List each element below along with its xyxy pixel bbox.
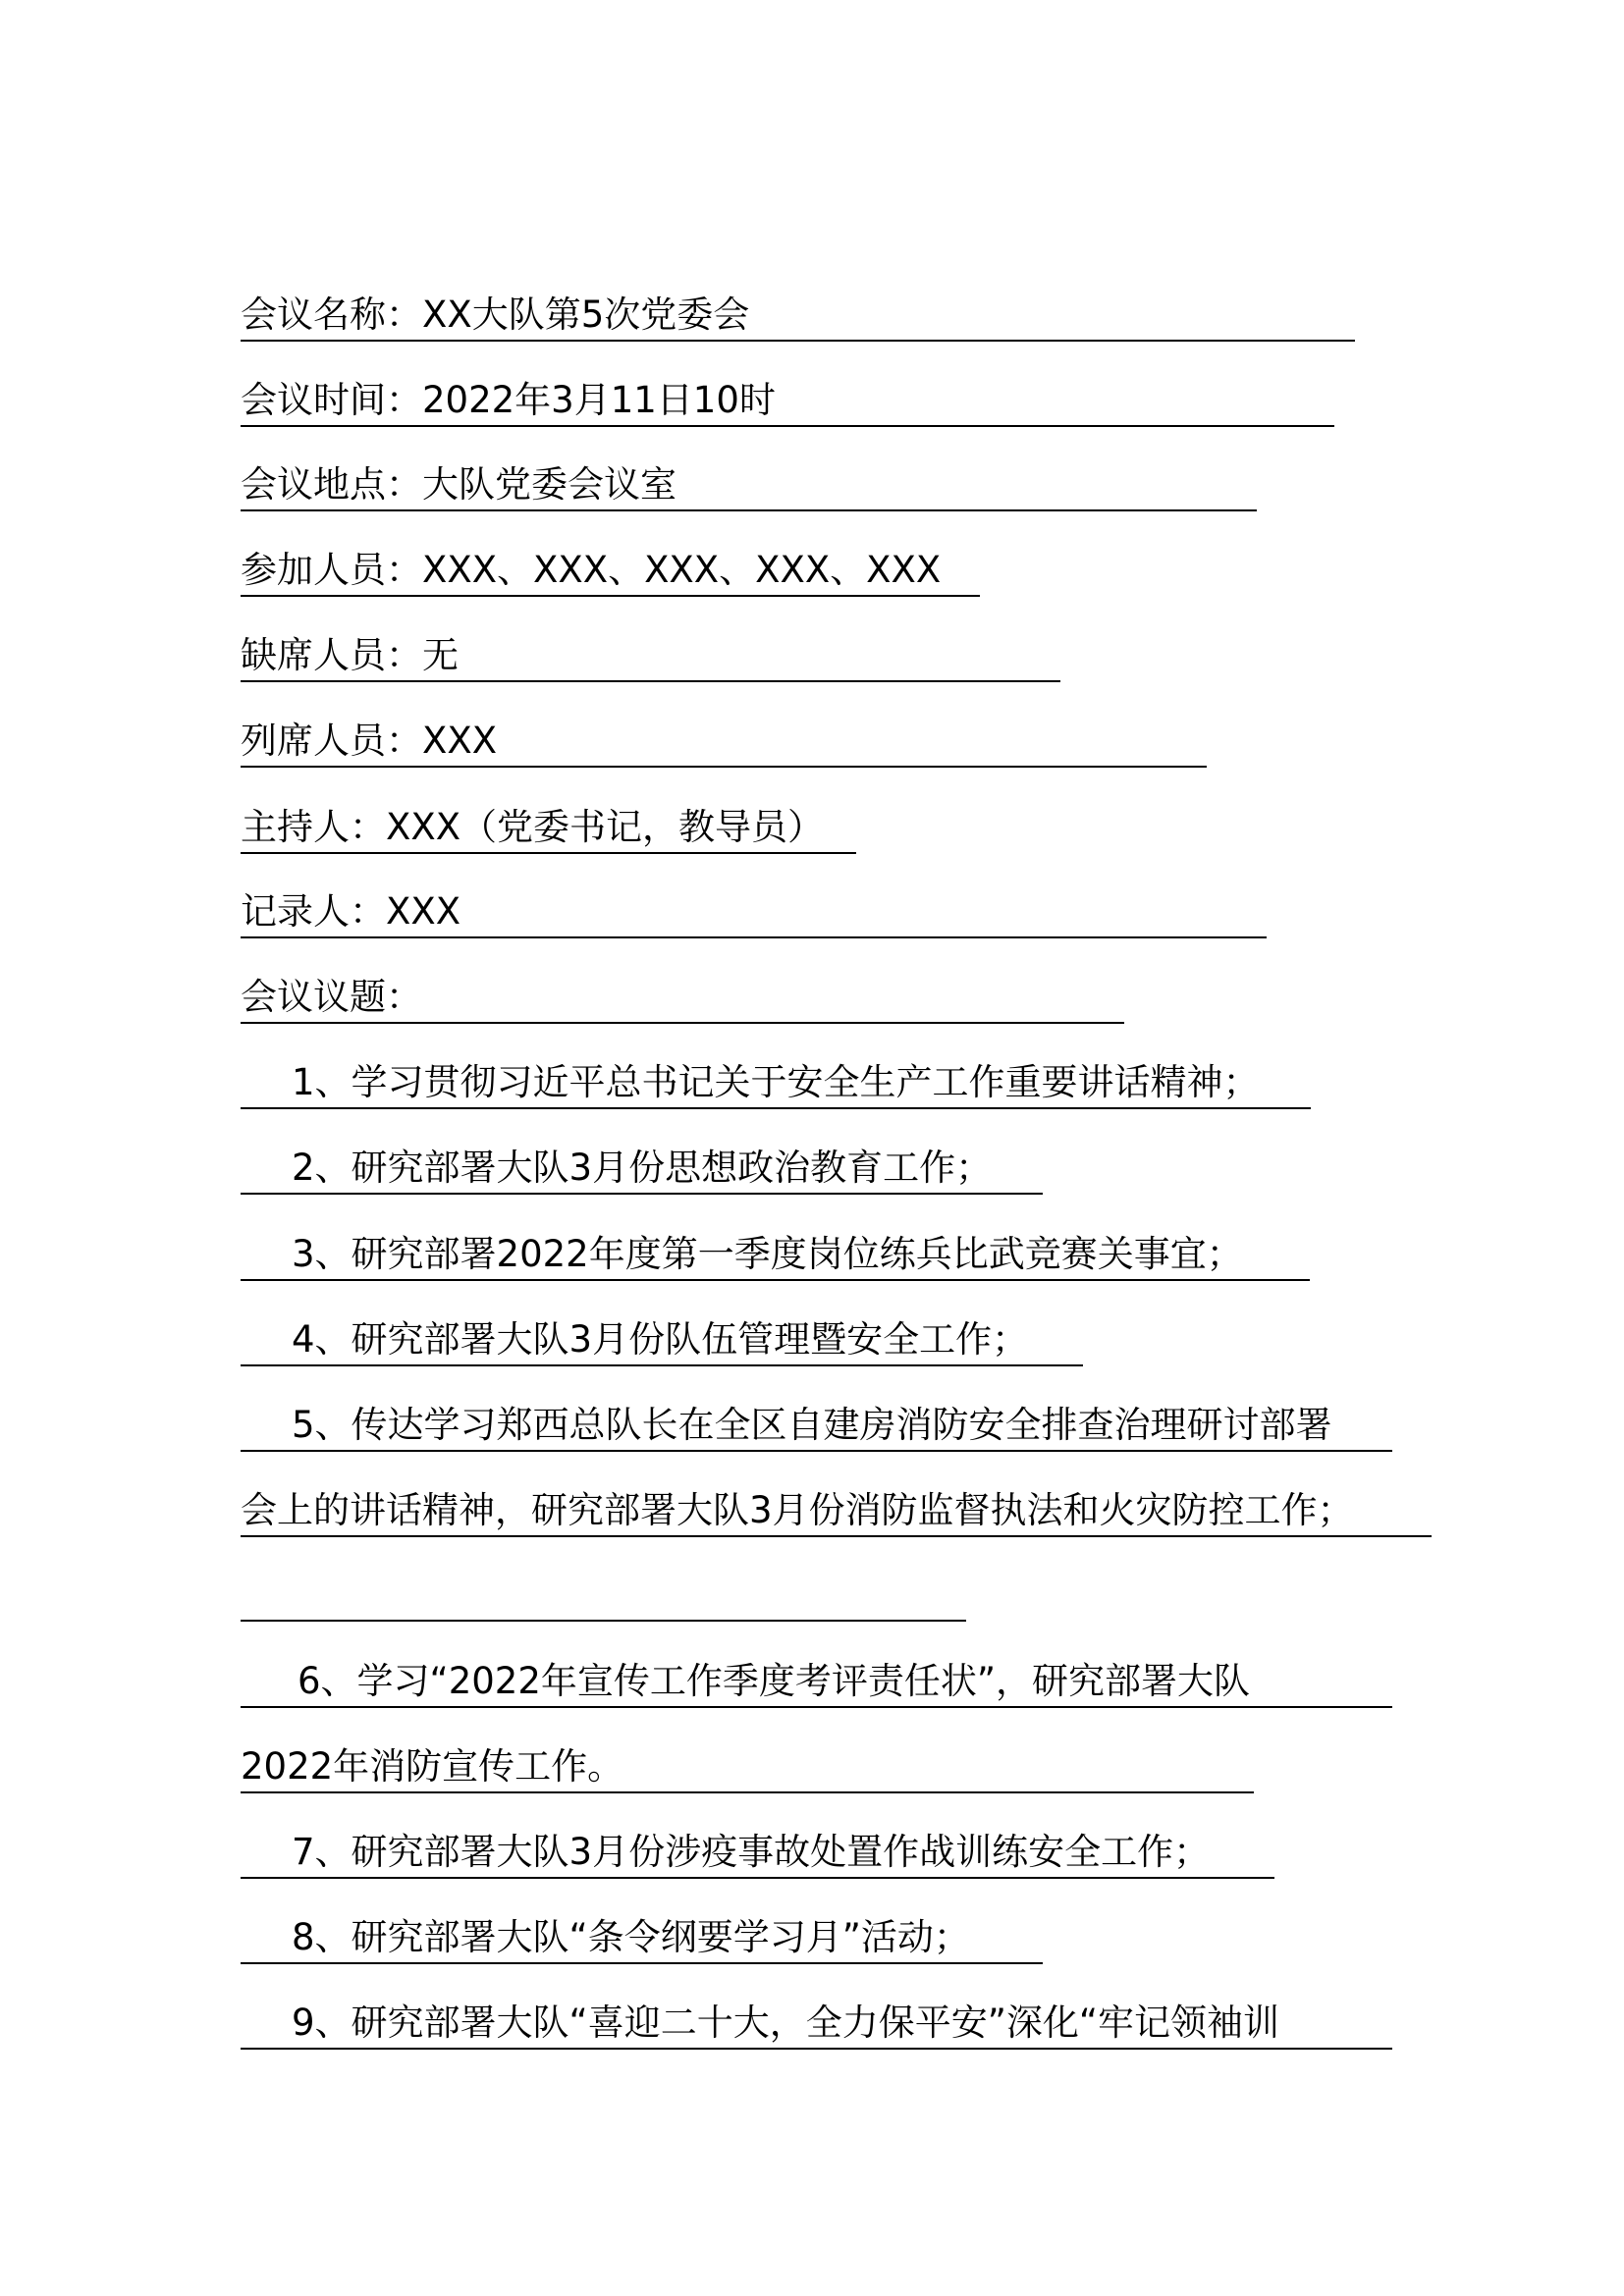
topic-6-line-2: 2022年消防宣传工作。 xyxy=(241,1742,1254,1793)
topic-6-line-1: 6、学习“2022年宣传工作季度考评责任状”，研究部署大队 xyxy=(241,1657,1392,1708)
topics-label: 会议议题： xyxy=(241,973,1124,1024)
topic-2: 2、研究部署大队3月份思想政治教育工作； xyxy=(241,1144,1043,1195)
topic-3: 3、研究部署2022年度第一季度岗位练兵比武竞赛关事宜； xyxy=(241,1230,1310,1281)
topic-5-line-2: 会上的讲话精神，研究部署大队3月份消防监督执法和火灾防控工作； xyxy=(241,1486,1432,1537)
meeting-absent: 缺席人员：无 xyxy=(241,631,1060,682)
topic-5-line-1: 5、传达学习郑西总队长在全区自建房消防安全排查治理研讨部署 xyxy=(241,1401,1392,1452)
topic-1: 1、学习贯彻习近平总书记关于安全生产工作重要讲话精神； xyxy=(241,1058,1311,1109)
meeting-observers: 列席人员：XXX xyxy=(241,717,1207,768)
meeting-recorder: 记录人：XXX xyxy=(241,887,1267,938)
meeting-time: 会议时间：2022年3月11日10时 xyxy=(241,376,1334,427)
topic-4: 4、研究部署大队3月份队伍管理暨安全工作； xyxy=(241,1315,1083,1366)
blank-underline xyxy=(241,1571,966,1622)
topic-8: 8、研究部署大队“条令纲要学习月”活动； xyxy=(241,1913,1043,1964)
topic-7: 7、研究部署大队3月份涉疫事故处置作战训练安全工作； xyxy=(241,1828,1274,1879)
meeting-attendees: 参加人员：XXX、XXX、XXX、XXX、XXX xyxy=(241,546,980,597)
meeting-place: 会议地点：大队党委会议室 xyxy=(241,460,1257,511)
meeting-name: 会议名称：XX大队第5次党委会 xyxy=(241,291,1355,342)
topic-9: 9、研究部署大队“喜迎二十大，全力保平安”深化“牢记领袖训 xyxy=(241,1999,1392,2050)
meeting-host: 主持人：XXX（党委书记，教导员） xyxy=(241,803,856,854)
